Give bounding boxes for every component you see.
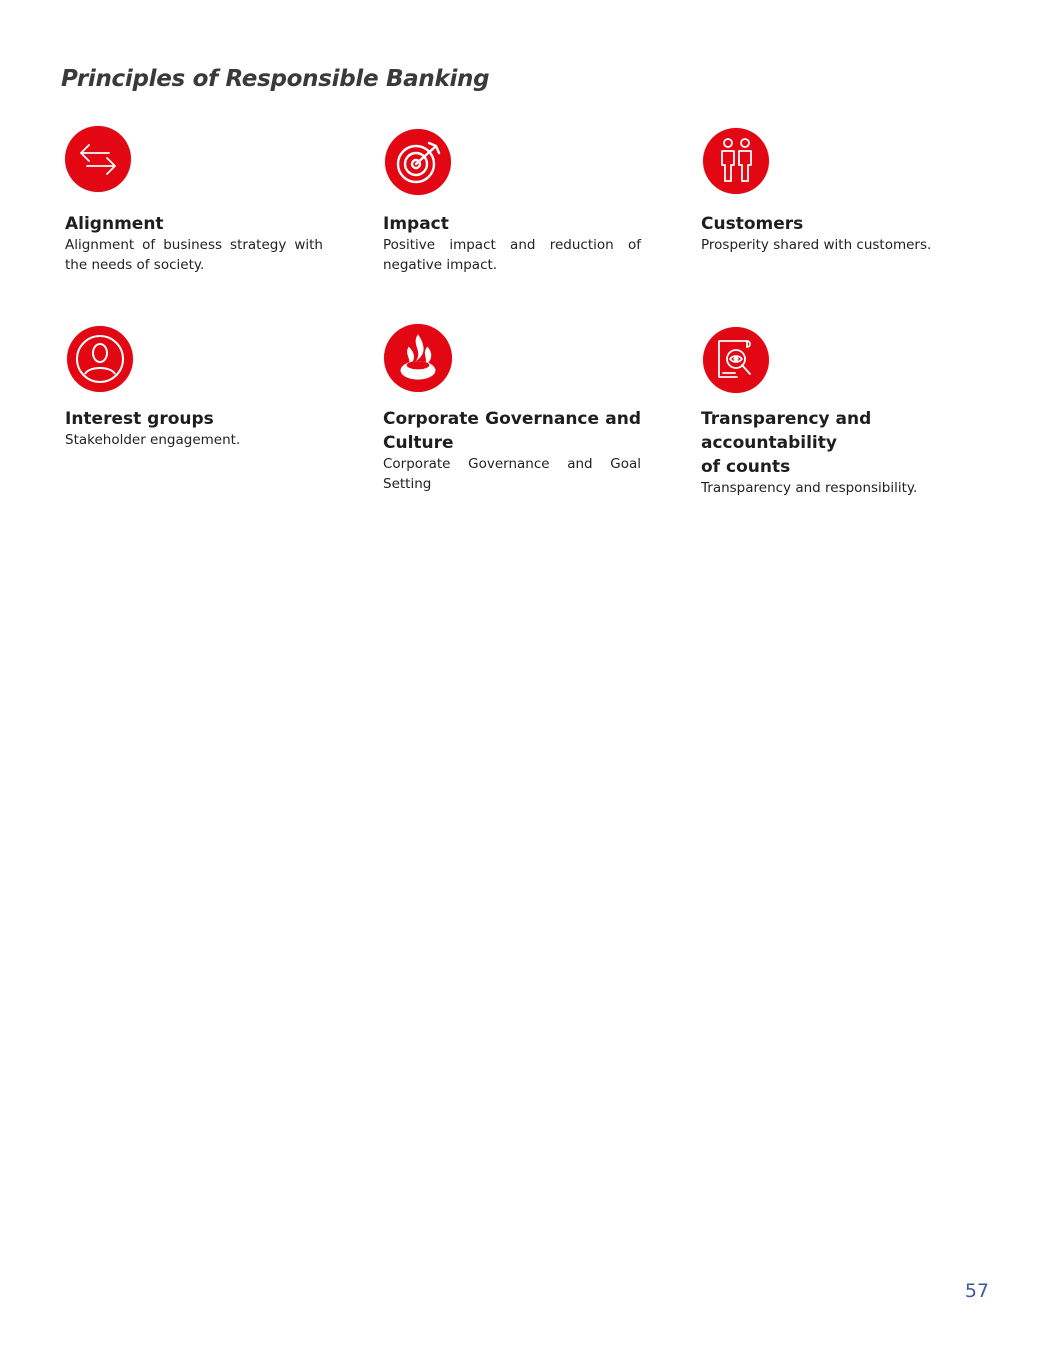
principle-alignment: [65, 126, 323, 286]
flame-logo-icon: [384, 324, 452, 392]
principle-label: Alignment: [65, 214, 164, 234]
principle-label: Interest groups: [65, 409, 214, 429]
principle-interest-groups: [65, 325, 323, 485]
principle-description: Alignment of business strategy with the needs of society.: [65, 237, 323, 273]
principle-description: Stakeholder engagement.: [65, 432, 241, 448]
person-icon: [67, 326, 133, 392]
principle-transparency: [701, 325, 959, 505]
arrows-exchange-icon: [65, 126, 131, 192]
principle-corporate-governance: [383, 325, 641, 495]
principle-description: Transparency and responsibility.: [701, 480, 918, 496]
principle-label-line-2: accountability: [701, 433, 837, 453]
principle-label: Corporate Governance and Culture: [383, 409, 641, 453]
principle-label-line-1: Transparency and: [701, 409, 872, 429]
principle-label-line-3: of counts: [701, 457, 791, 477]
principle-description: Prosperity shared with customers.: [701, 237, 932, 253]
principle-description: Positive impact and reduction of negative impact.: [383, 237, 641, 273]
principle-label: Customers: [701, 214, 804, 234]
document-magnifier-icon: [703, 327, 769, 393]
principle-customers: [701, 126, 959, 286]
target-icon: [385, 129, 451, 195]
page-number: 57: [964, 1280, 989, 1302]
page-title: Principles of Responsible Banking: [61, 66, 490, 92]
principle-label: Impact: [383, 214, 449, 234]
principle-impact: [383, 126, 641, 286]
principle-description: Corporate Governance and Goal Setting: [383, 456, 641, 492]
people-icon: [703, 128, 769, 194]
